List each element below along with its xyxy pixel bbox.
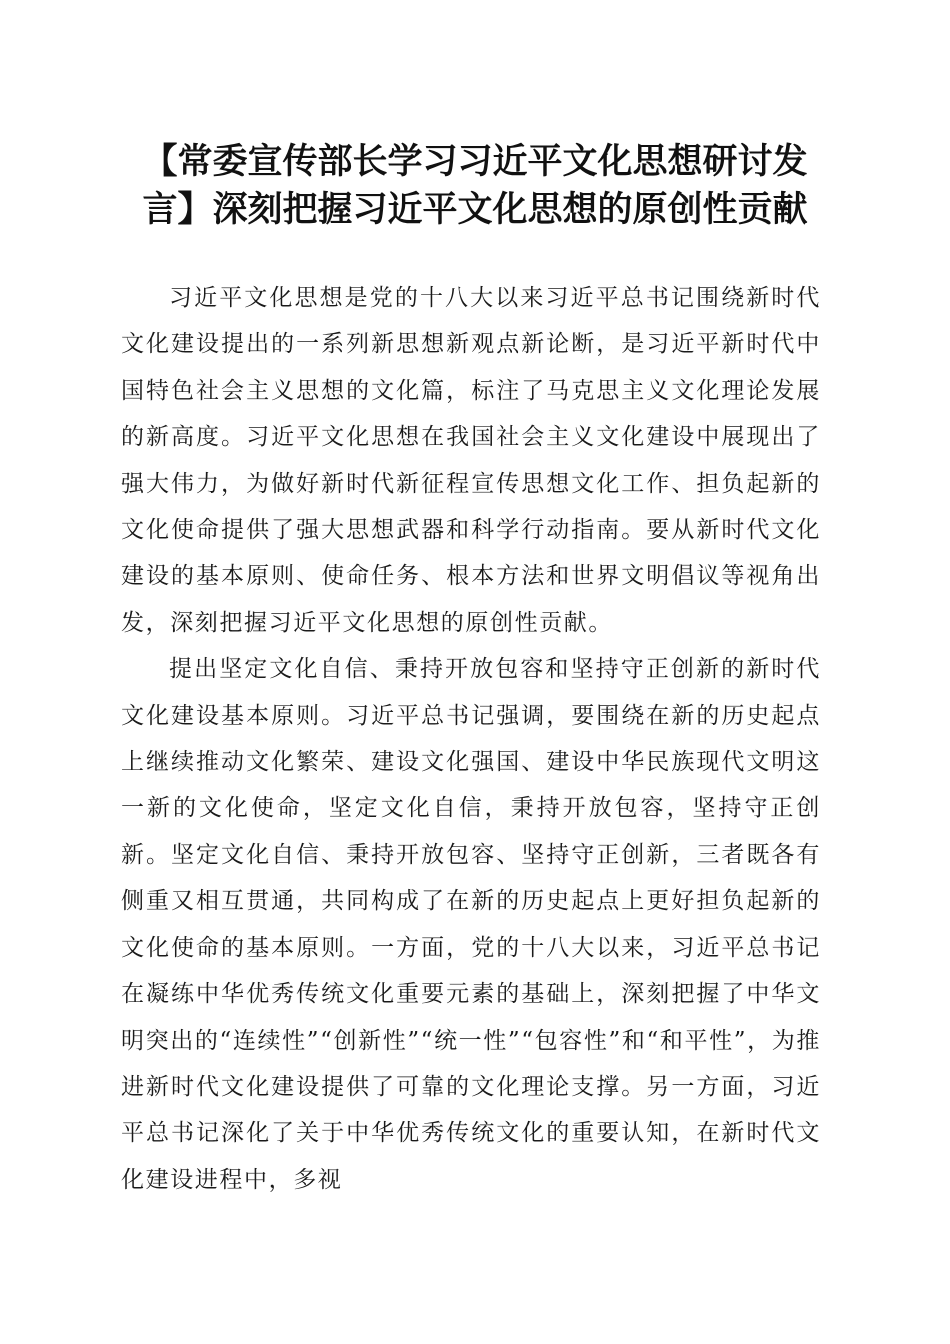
document-title: 【常委宣传部长学习习近平文化思想研讨发言】深刻把握习近平文化思想的原创性贡献 [142, 141, 808, 230]
paragraph-principles: 提出坚定文化自信、秉持开放包容和坚持守正创新的新时代文化建设基本原则。习近平总书记强调，要围绕在新的历史起点上继续推动文化繁荣、建设文化强国、建设中华民族现代文明这一新的文化使命，坚定文化自信，秉持开放包容，坚持守正创新。坚定文化自信、秉持开放包容、坚持守正创新，三者既各有侧重又相互贯通，共同构成了在新的历史起点上更好担负起新的文化使命的基本原则。一方面，党的十八大以来，习近平总书记在凝练中华优秀传统文化重要元素的基础上，深刻把握了中华文明突出的“连续性”“创新性”“统一性”“包容性”和“和平性”，为推进新时代文化建设提供了可靠的文化理论支撑。另一方面，习近平总书记深化了关于中华优秀传统文化的重要认知，在新时代文化建设进程中，多视 [121, 656, 821, 1193]
paragraph-intro: 习近平文化思想是党的十八大以来习近平总书记围绕新时代文化建设提出的一系列新思想新观点新论断，是习近平新时代中国特色社会主义思想的文化篇，标注了马克思主义文化理论发展的新高度。习近平文化思想在我国社会主义文化建设中展现出了强大伟力，为做好新时代新征程宣传思想文化工作、担负起新的文化使命提供了强大思想武器和科学行动指南。要从新时代文化建设的基本原则、使命任务、根本方法和世界文明倡议等视角出发，深刻把握习近平文化思想的原创性贡献。 [121, 285, 821, 636]
document-body [121, 275, 821, 1203]
